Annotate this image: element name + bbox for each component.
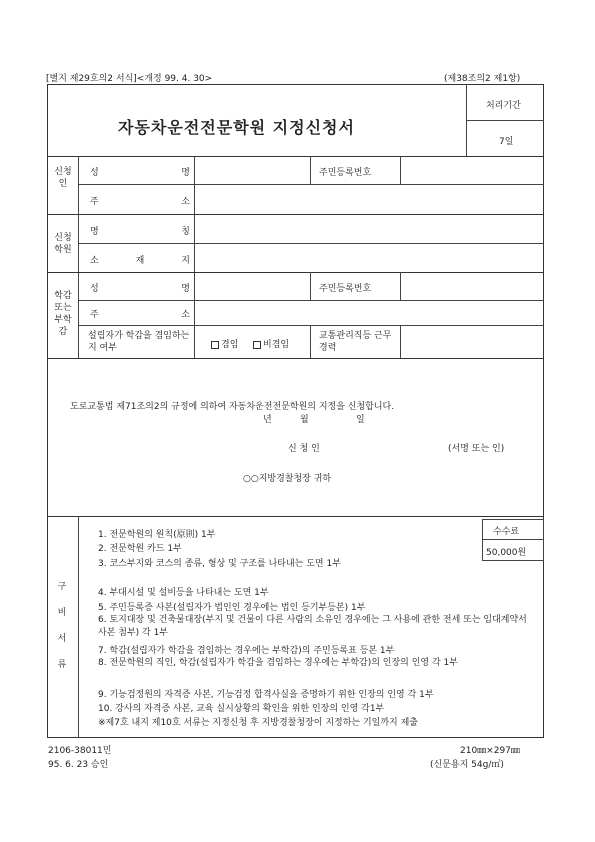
applicant-reg-field[interactable]: [402, 158, 542, 182]
option-non-concurrent[interactable]: 비겸임: [253, 337, 289, 350]
academy-location-field[interactable]: [196, 246, 542, 270]
fee-label: 수수료: [493, 527, 520, 537]
form-reference: [별지 제29호의2 서식]<개정 99. 4. 30>: [46, 74, 213, 84]
applicant-name-field[interactable]: [196, 158, 308, 182]
date-day-label: 일: [356, 415, 365, 425]
document-item: 10. 강사의 자격증 사본, 교육 실시상황의 확인을 위한 인장의 인영 각1부: [98, 704, 385, 714]
concurrent-question-label: 설립자가 학감을 겸임하는지 여부: [88, 331, 190, 353]
fee-value: 50,000원: [486, 548, 527, 558]
document-item: 3. 코스부지와 코스의 종류, 형상 및 구조를 나타내는 도면 1부: [98, 559, 341, 569]
supervisor-name-label: 성 명: [90, 284, 190, 294]
document-item: 7. 학감(설립자가 학감을 겸임하는 경우에는 부학감)의 주민등록표 등본 1부: [98, 646, 395, 656]
document-note: ※제7호 내지 제10호 서류는 지정신청 후 지방경찰청장이 지정하는 기일까지 제출: [98, 718, 418, 728]
rule-reference: (제38조의2 제1항): [444, 74, 521, 84]
document-item: 1. 전문학원의 원칙(原則) 1부: [98, 530, 216, 540]
approval-date: 95. 6. 23 승인: [48, 760, 109, 770]
academy-name-label: 명 칭: [90, 227, 190, 237]
date-year-label: 년: [263, 415, 272, 425]
processing-period-label: 처리기간: [486, 101, 521, 111]
form-title: 자동차운전전문학원 지정신청서: [118, 118, 355, 137]
checkbox-icon: [253, 341, 261, 349]
supervisor-side-label: 학감또는부학감: [54, 291, 72, 337]
document-item: 8. 전문학원의 직인, 학감(설립자가 학감을 겸임하는 경우에는 부학감)의 인장의 인영 각 1부: [98, 658, 458, 668]
signature-note: (서명 또는 인): [448, 444, 505, 454]
addressee: ○○지방경찰청장 귀하: [243, 474, 332, 484]
applicant-address-label: 주 소: [90, 197, 190, 207]
academy-location-label: 소 재 지: [90, 256, 190, 266]
processing-period-value: 7일: [499, 137, 514, 147]
academy-side-label: 신청학원: [54, 233, 72, 255]
document-item: 6. 토지대장 및 건축물대장(부지 및 건물이 다른 사람의 소유인 경우에는 그 사용에 관한 전세 또는 임대계약서 사본 첨부) 각 1부: [98, 615, 527, 638]
form-code: 2106-38011민: [48, 746, 112, 756]
option-concurrent[interactable]: 겸임: [211, 337, 238, 350]
applicant-address-field[interactable]: [196, 187, 542, 212]
supervisor-address-label: 주 소: [90, 310, 190, 320]
career-field[interactable]: [402, 327, 542, 356]
supervisor-reg-label: 주민등록번호: [319, 284, 372, 294]
applicant-side-label: 신청인: [54, 167, 72, 189]
supervisor-reg-field[interactable]: [402, 275, 542, 298]
document-item: 2. 전문학원 카드 1부: [98, 544, 182, 554]
document-item: 5. 주민등록증 사본(설립자가 법인인 경우에는 법인 등기부등본) 1부: [98, 603, 366, 613]
academy-name-field[interactable]: [196, 217, 542, 241]
paper-type: (신문용지 54g/㎡): [430, 760, 504, 770]
date-month-label: 월: [300, 415, 309, 425]
signer-label: 신 청 인: [288, 444, 320, 454]
checkbox-icon: [211, 341, 219, 349]
career-label: 교통관리직등 근무경력: [319, 331, 392, 353]
document-item: 4. 부대시설 및 설비등을 나타내는 도면 1부: [98, 588, 269, 598]
declaration-statement: 도로교통법 제71조의2의 규정에 의하여 자동차운전전문학원의 지정을 신청합니다.: [70, 402, 395, 412]
applicant-reg-label: 주민등록번호: [319, 168, 372, 178]
required-documents-side-label: 구비서류: [57, 582, 67, 670]
applicant-name-label: 성 명: [90, 168, 190, 178]
document-item: 9. 기능검정원의 자격증 사본, 기능검정 합격사실을 증명하기 위한 인장의 인영 각 1부: [98, 690, 434, 700]
paper-size: 210㎜×297㎜: [460, 746, 520, 756]
supervisor-name-field[interactable]: [196, 275, 308, 298]
supervisor-address-field[interactable]: [196, 302, 542, 323]
